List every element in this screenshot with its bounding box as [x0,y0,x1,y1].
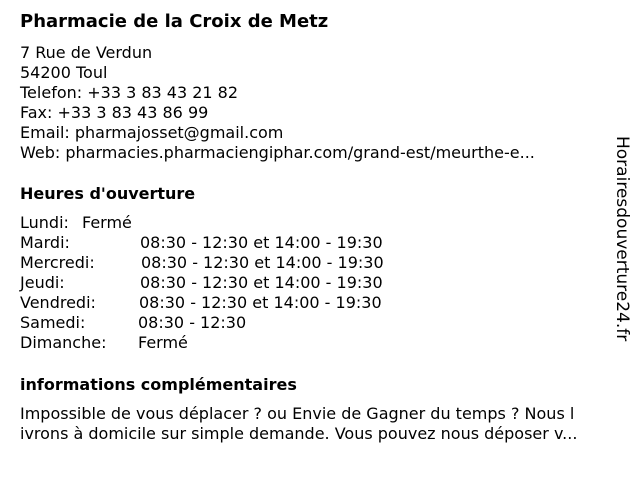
watermark-text: Horairesdouverture24.fr [612,136,632,342]
day-hours: Fermé [138,333,188,352]
day-hours: 08:30 - 12:30 et 14:00 - 19:30 [139,293,382,312]
day-label: Mardi: [20,233,70,252]
day-hours: 08:30 - 12:30 et 14:00 - 19:30 [140,273,383,292]
extra-info-line: Impossible de vous déplacer ? ou Envie de Gagner du temps ? Nous l [20,404,575,423]
day-label: Lundi: [20,213,69,232]
day-hours: Fermé [82,213,132,232]
extra-info-line: ivrons à domicile sur simple demande. Vous pouvez nous déposer v... [20,424,578,443]
day-hours: 08:30 - 12:30 et 14:00 - 19:30 [140,233,383,252]
watermark [609,136,635,370]
hours-heading: Heures d'ouverture [20,184,196,203]
email-address: Email: pharmajosset@gmail.com [20,123,284,142]
extra-info-heading: informations complémentaires [20,375,297,394]
day-hours: 08:30 - 12:30 et 14:00 - 19:30 [141,253,384,272]
day-hours: 08:30 - 12:30 [138,313,247,332]
day-label: Mercredi: [20,253,95,272]
day-label: Samedi: [20,313,86,332]
address-street: 7 Rue de Verdun [20,43,153,62]
contact-info [20,43,535,163]
address-city: 54200 Toul [20,63,108,82]
website-link: Web: pharmacies.pharmaciengiphar.com/grand-est/meurthe-e... [20,143,535,162]
fax-number: Fax: +33 3 83 43 86 99 [20,103,209,122]
extra-info-text [20,404,577,444]
day-label: Dimanche: [20,333,107,352]
day-label: Jeudi: [20,273,65,292]
phone-number: Telefon: +33 3 83 43 21 82 [20,83,239,102]
pharmacy-title: Pharmacie de la Croix de Metz [20,11,329,32]
day-label: Vendredi: [20,293,96,312]
